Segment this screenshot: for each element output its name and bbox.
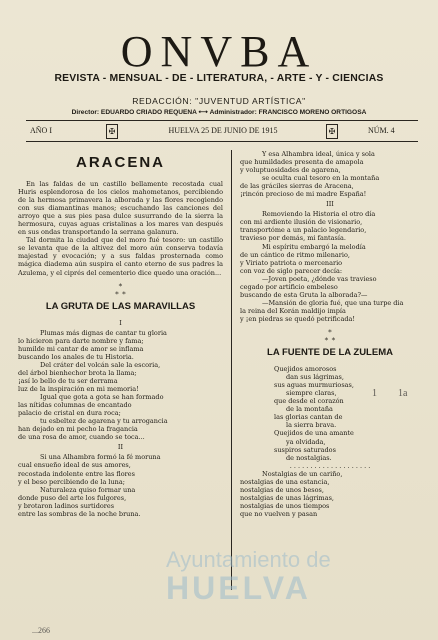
- verse-line: de la montaña: [286, 405, 333, 414]
- verse-line: de nostalgias.: [286, 453, 332, 462]
- verse-line: palacio de cristal en dura roca;: [18, 409, 121, 418]
- verse-line: de un cántico de ritmo milenario,: [240, 250, 350, 259]
- director-credit: Director: EDUARDO CRIADO REQUENA: [71, 109, 197, 116]
- verse-line: Plumas más dignas de cantar tu gloria: [40, 328, 167, 337]
- watermark-line: HUELVA: [166, 570, 311, 606]
- ornament-icon: ✠: [106, 124, 118, 139]
- verse-line: con voz de siglo parecer decía:: [240, 266, 343, 275]
- issue-bar: [26, 122, 418, 140]
- watermark-line: Ayuntamiento de: [166, 547, 331, 572]
- left-column: [18, 150, 223, 518]
- verse-line: y Viriato patriota o mercenario: [240, 258, 343, 267]
- archive-watermark: [166, 548, 416, 604]
- verse-line: y voluptuosidades de agarena,: [240, 166, 341, 175]
- handwritten-mark: 1: [372, 388, 377, 399]
- right-column: [240, 150, 420, 518]
- staff-line: [0, 108, 438, 116]
- verse-line: la reina del Korán maldijo impía: [240, 306, 346, 315]
- redaccion-line: REDACCIÓN: "JUVENTUD ARTÍSTICA": [132, 96, 306, 106]
- verse-line: transportóme a un palacio legendario,: [240, 226, 367, 235]
- verse-line: las glorias cantan de: [274, 413, 343, 422]
- column-divider: [231, 150, 232, 590]
- masthead-title: ONVBA: [120, 27, 318, 76]
- verse-line: y ¡en piedras se quedó petrificada!: [240, 314, 355, 323]
- masthead-subtitle: REVISTA - MENSUAL - DE - LITERATURA, - ARTE - Y - CIENCIAS: [54, 73, 384, 84]
- verse-line: y el beso percibiendo de la luna;: [18, 477, 125, 486]
- prose-paragraph: Tal dormita la ciudad que del moro fué tesoro: un castillo se levanta que de la altivez del moro aún conserva todavía majestad y evocación; y a sus faldas prosternada como mágica diadema aún suspira el canto eterno de sus padres la Azulema, y el ciprés del cementerio dice quedo una oración...: [18, 236, 223, 277]
- verse-line: del árbol bienhechor brota la llama;: [18, 368, 137, 377]
- verse-line: nostalgias de unos tiempos: [240, 501, 330, 510]
- roman-numeral: II: [117, 443, 124, 452]
- verse-line: Si una Alhambra formó la fé moruna: [40, 453, 161, 462]
- verse-line: Quejidos amorosos: [274, 365, 337, 374]
- verse-line: recostada indolente entre las flores: [18, 469, 135, 478]
- administrador-credit: Administrador: FRANCISCO MORENO ORTIGOSA: [209, 109, 367, 116]
- verse-line: nostalgias de unas lágrimas,: [240, 493, 334, 502]
- verse-line: de las gráciles sierras de Aracena,: [240, 182, 354, 191]
- verse-line: ¡rincón precioso de mi madre España!: [240, 190, 367, 199]
- verse-line: Nostalgias de un cariño,: [262, 469, 343, 478]
- verse-line: Y esa Alhambra ideal, única y sola: [262, 150, 375, 158]
- verse-line: lo hicieron para darte nombre y fama;: [18, 336, 144, 345]
- verse-line: humilde mi cantar de amor se inflama: [18, 344, 144, 353]
- verse-line: que humildades presenta de amapola: [240, 158, 364, 167]
- issue-place-date: HUELVA 25 DE JUNIO DE 1915: [168, 126, 278, 135]
- verse-line: Mi espíritu embargó la melodía: [262, 242, 366, 251]
- roman-numeral: I: [119, 318, 122, 327]
- verse-line: Del cráter del volcán sale la escoria,: [40, 360, 161, 369]
- verse-line: tu esbeltez de agarena y tu arrogancia: [40, 417, 168, 426]
- verse-line: Quejidos de una amante: [274, 429, 354, 438]
- verse-line: entre las sombras de la noche bruna.: [18, 509, 141, 518]
- verse-line: nostalgias de una estancia,: [240, 477, 330, 486]
- verse-line: Igual que gota a gota se han formado: [40, 393, 164, 402]
- aracena-heading: ARACENA: [76, 154, 165, 171]
- separator-icon: ⟷: [198, 109, 210, 116]
- verse-line: cegado por artificio embeleso: [240, 282, 338, 291]
- gruta-heading: LA GRUTA DE LAS MARAVILLAS: [45, 300, 196, 312]
- stars-separator: ∗ ∗ ∗: [324, 326, 336, 344]
- verse-line: sus aguas murmuriosas,: [274, 381, 354, 390]
- issue-number: NÚM. 4: [368, 126, 395, 135]
- bottom-rule: [26, 141, 418, 142]
- verse-line: las nítidas columnas de encantado: [18, 401, 132, 410]
- verse-line: buscando de esta Gruta la alborada?—: [240, 290, 368, 299]
- verse-line: luz de la inspiración en mi memoria!: [18, 385, 139, 394]
- verse-line: ¡así lo bello de tu ser derrama: [18, 376, 118, 385]
- verse-line: suspiros saturados: [274, 445, 336, 454]
- top-rule: [26, 120, 418, 121]
- verse-line: buscando los anales de tu Historia.: [18, 352, 134, 361]
- stars-separator: ∗ ∗ ∗: [114, 280, 127, 297]
- issue-year: AÑO I: [30, 126, 52, 135]
- verse-line: cual ensueño ideal de sus amores,: [18, 461, 131, 470]
- roman-numeral: III: [326, 200, 334, 209]
- dotted-separator: . . . . . . . . . . . . . . . . . . . .: [289, 461, 371, 470]
- verse-line: han dejado en mi pecho la fragancia: [18, 425, 138, 434]
- verse-line: —Mansión de gloria fué, que una turpe dia: [262, 298, 404, 307]
- verse-line: Removiendo la Historia el otro día: [262, 210, 376, 219]
- verse-line: donde puso del arte los fulgores,: [18, 493, 127, 502]
- verse-line: y brotaron ladinos surtidores: [18, 501, 115, 510]
- verse-line: —Joven poeta, ¿dónde vas travieso: [262, 274, 377, 283]
- verse-line: de una rosa de amor, cuando se toca...: [18, 433, 145, 442]
- verse-line: nostalgias de unos besos,: [240, 485, 324, 494]
- prose-paragraph: En las faldas de un castillo bellamente recostada cual Huris esplendorosa de los cielos mahometanos, percibiendo de la hermosa primavera la alborada y las flores recogiendo con sus diamantinas manos; escuchando las canciones del arroyo que a sus pies pasa dulce susurrando de la sierra la hermosura, cuyas aguas cristalinas a los mares van después en sus ondas transportando la serrana galanura.: [18, 180, 223, 237]
- verse-line: siempre claras,: [286, 389, 337, 398]
- verse-line: Naturaleza quiso formar una: [40, 485, 136, 494]
- verse-line: con mi ardiente ilusión de visionario,: [240, 218, 363, 227]
- verse-line: dan sus lágrimas,: [286, 373, 344, 382]
- verse-line: la sierra brava.: [286, 421, 337, 430]
- verse-line: ya olvidada,: [286, 437, 326, 446]
- handwritten-mark: 1a: [398, 388, 408, 399]
- verse-line: que no vuelven y pasan: [240, 509, 318, 518]
- handwritten-mark: ...266: [32, 626, 50, 635]
- ornament-icon: ✠: [326, 124, 338, 139]
- verse-line: se oculta cual tesoro en la montaña: [262, 174, 380, 183]
- zulema-heading: LA FUENTE DE LA ZULEMA: [267, 347, 393, 359]
- verse-line: que desde el corazón: [274, 397, 344, 406]
- verse-line: travieso por demás, mi fantasía.: [240, 234, 346, 243]
